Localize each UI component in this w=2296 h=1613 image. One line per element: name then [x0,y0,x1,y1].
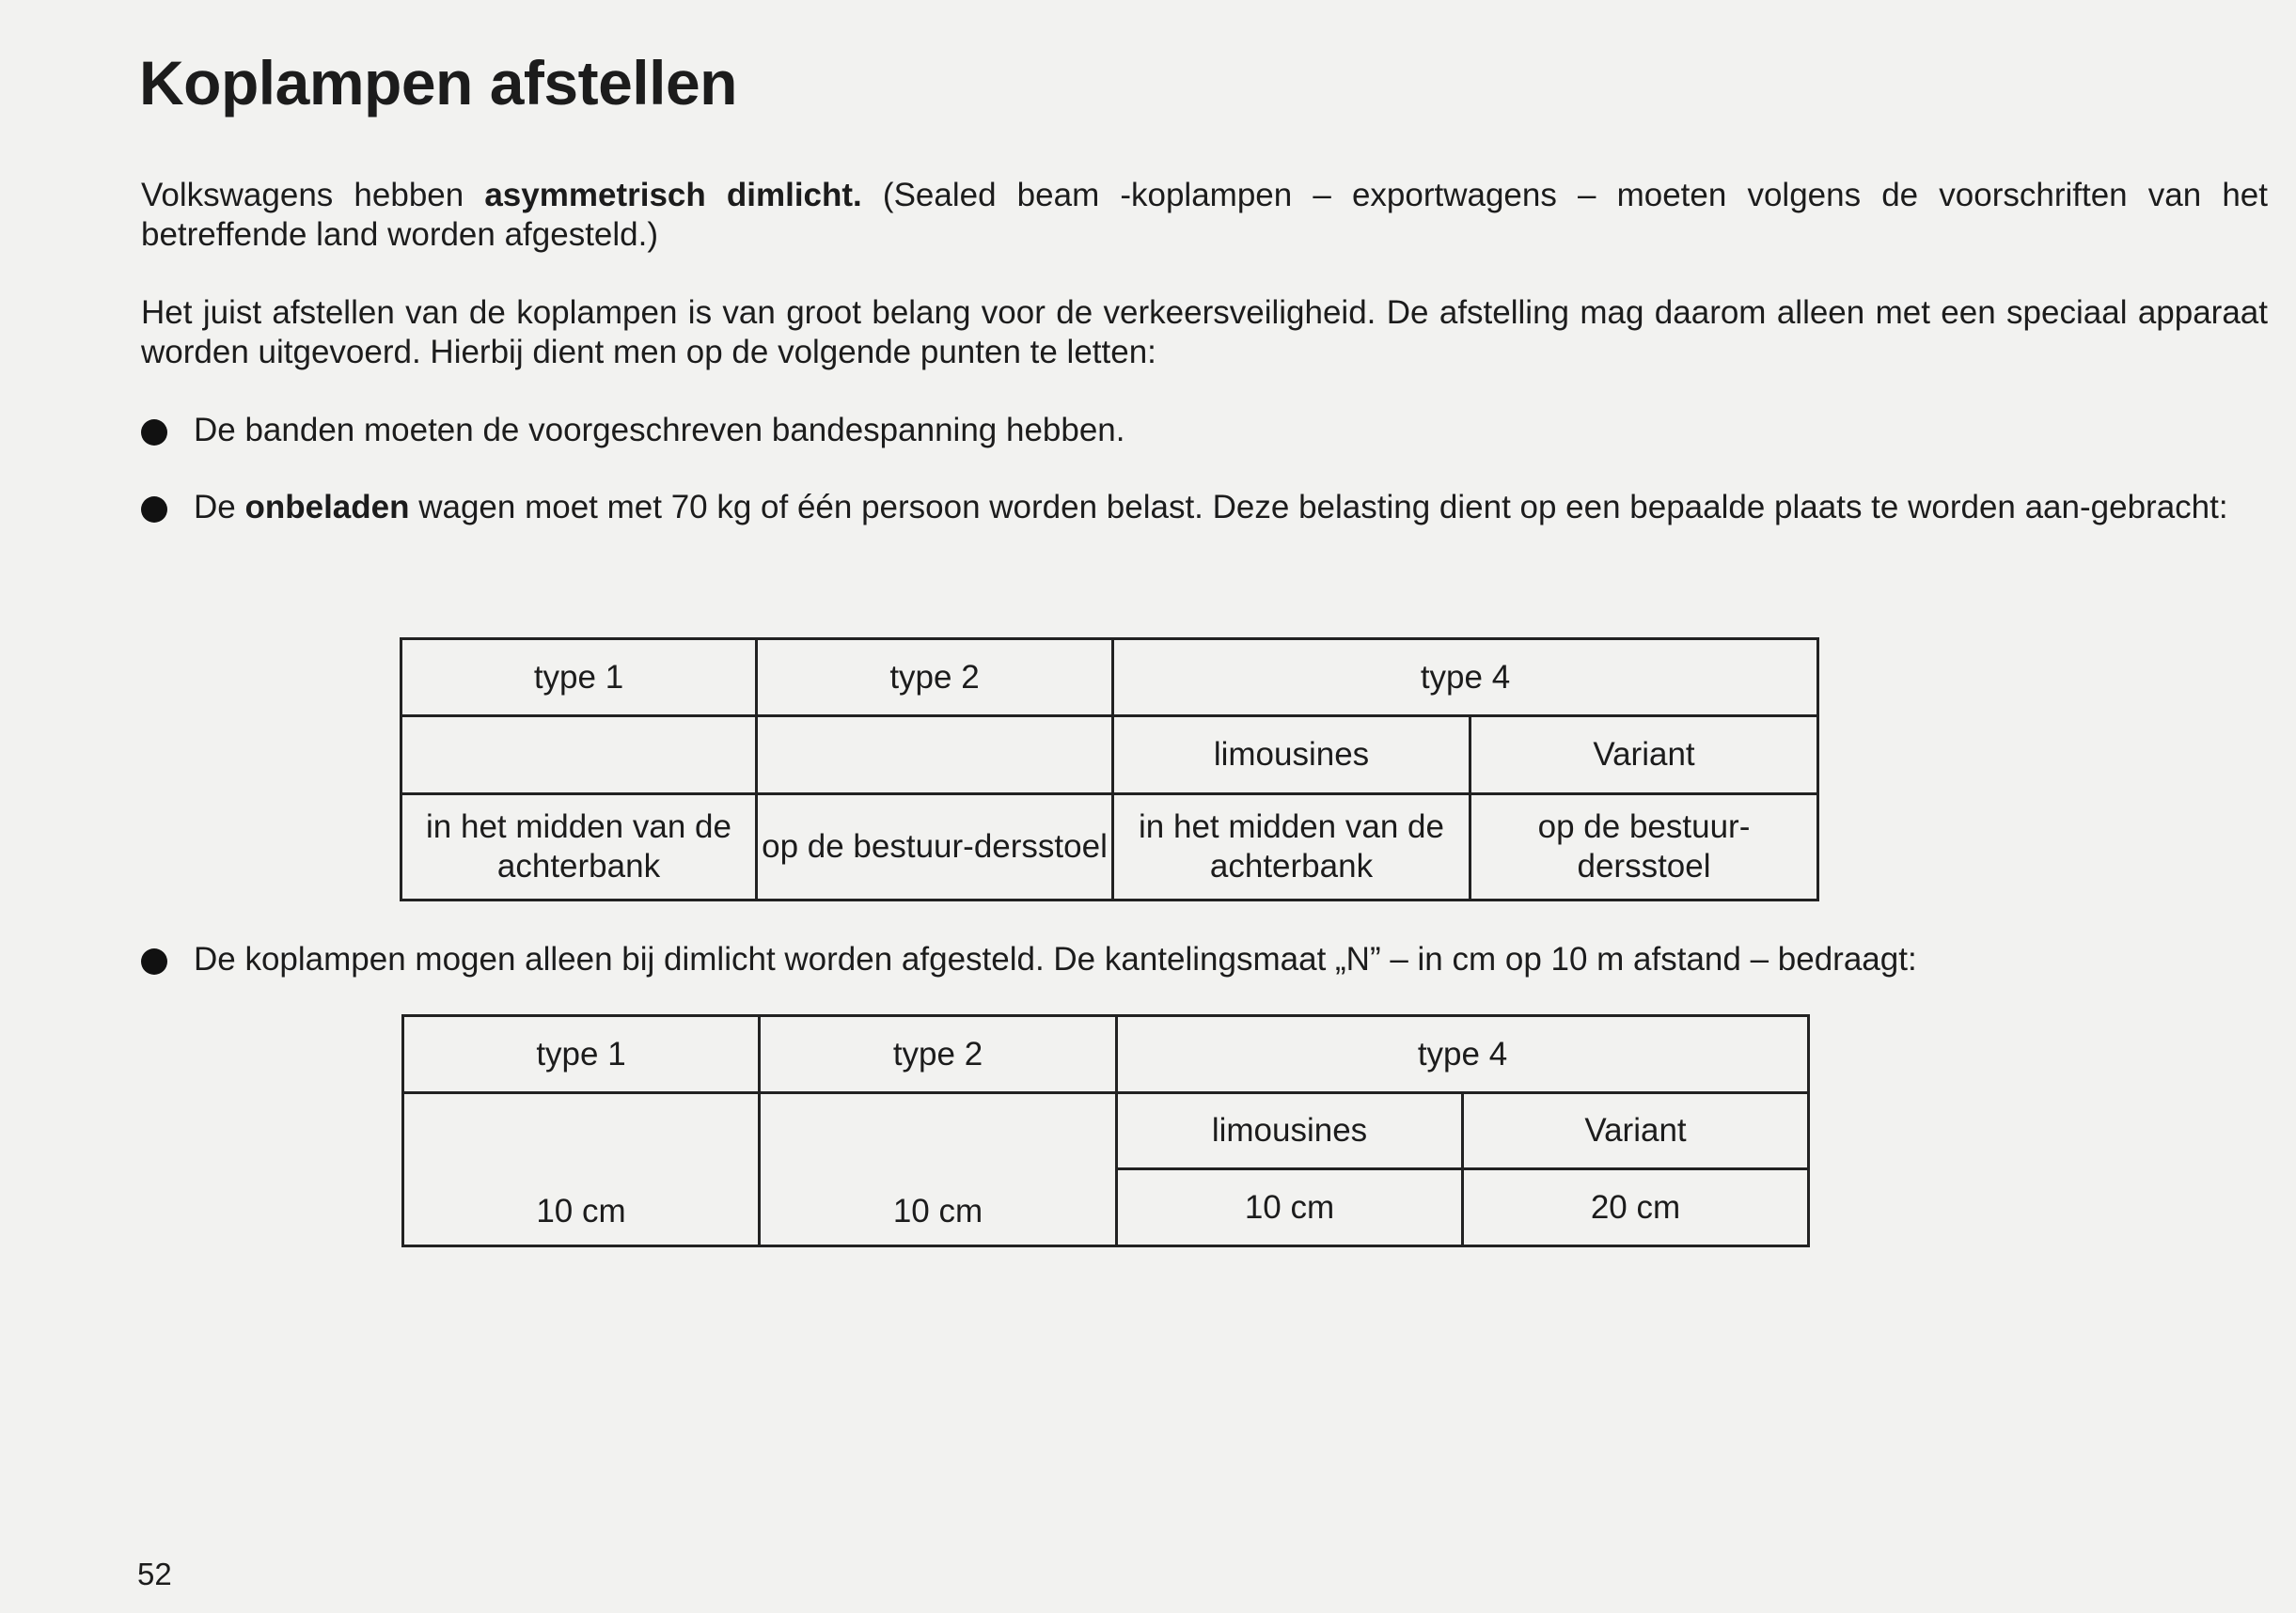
bullet-text-2: wagen moet met 70 kg of één persoon worden belast. Deze belasting dient op een bepaalde plaats te worden aan-gebracht: [409,489,2228,525]
bullet-dot-icon [141,948,167,975]
bullet-text [194,488,2268,527]
table-header-cell: type 1 [403,1016,760,1093]
intro-text-2: (Sealed beam -koplampen – exportwagens – moeten volgens de voorschriften van het betreffende land worden afgesteld.) [141,177,2268,253]
table-cell: op de bestuur-dersstoel [1470,794,1818,900]
table-subheader-cell: Variant [1463,1093,1809,1169]
table-cell: 20 cm [1463,1169,1809,1246]
table-cell: 10 cm [1117,1169,1463,1246]
intro-text-1: Volkswagens hebben [141,177,485,213]
load-position-table [400,637,1819,901]
table-cell: in het midden van de achterbank [1113,794,1470,900]
tilt-measure-table [401,1014,1810,1247]
bullet-text-1: De [194,489,245,525]
bullet-dot-icon [141,496,167,523]
bullet-text: De banden moeten de voorgeschreven bandespanning hebben. [194,412,1125,448]
table-cell: op de bestuur-dersstoel [757,794,1113,900]
intro-bold: asymmetrisch dimlicht. [484,177,862,213]
table-header-cell: type 1 [401,639,757,716]
table-cell: in het midden van de achterbank [401,794,757,900]
table-header-cell: type 2 [757,639,1113,716]
table-cell: 10 cm [760,1093,1117,1246]
table-header-cell: type 2 [760,1016,1117,1093]
bullet-dot-icon [141,419,167,446]
page-number: 52 [137,1557,172,1591]
intro-paragraph [141,176,2268,255]
table-cell: 10 cm [403,1093,760,1246]
page-title: Koplampen afstellen [139,48,737,117]
table-header-cell: type 4 [1113,639,1818,716]
table-subheader-cell: limousines [1113,716,1470,794]
bullet-text: De koplampen mogen alleen bij dimlicht worden afgesteld. De kantelingsmaat „N” – in cm op 10 m afstand – bedraagt: [194,941,1917,978]
adjustment-paragraph: Het juist afstellen van de koplampen is van groot belang voor de verkeersveiligheid. De afstelling mag daarom alleen met een speciaal apparaat worden uitgevoerd. Hierbij dient men op de volgende punten te letten: [141,294,2268,370]
table-subheader-cell: Variant [1470,716,1818,794]
table-subheader-cell: limousines [1117,1093,1463,1169]
table-header-cell: type 4 [1117,1016,1809,1093]
table-empty-cell [401,716,757,794]
table-empty-cell [757,716,1113,794]
bullet-bold: onbeladen [244,489,410,525]
